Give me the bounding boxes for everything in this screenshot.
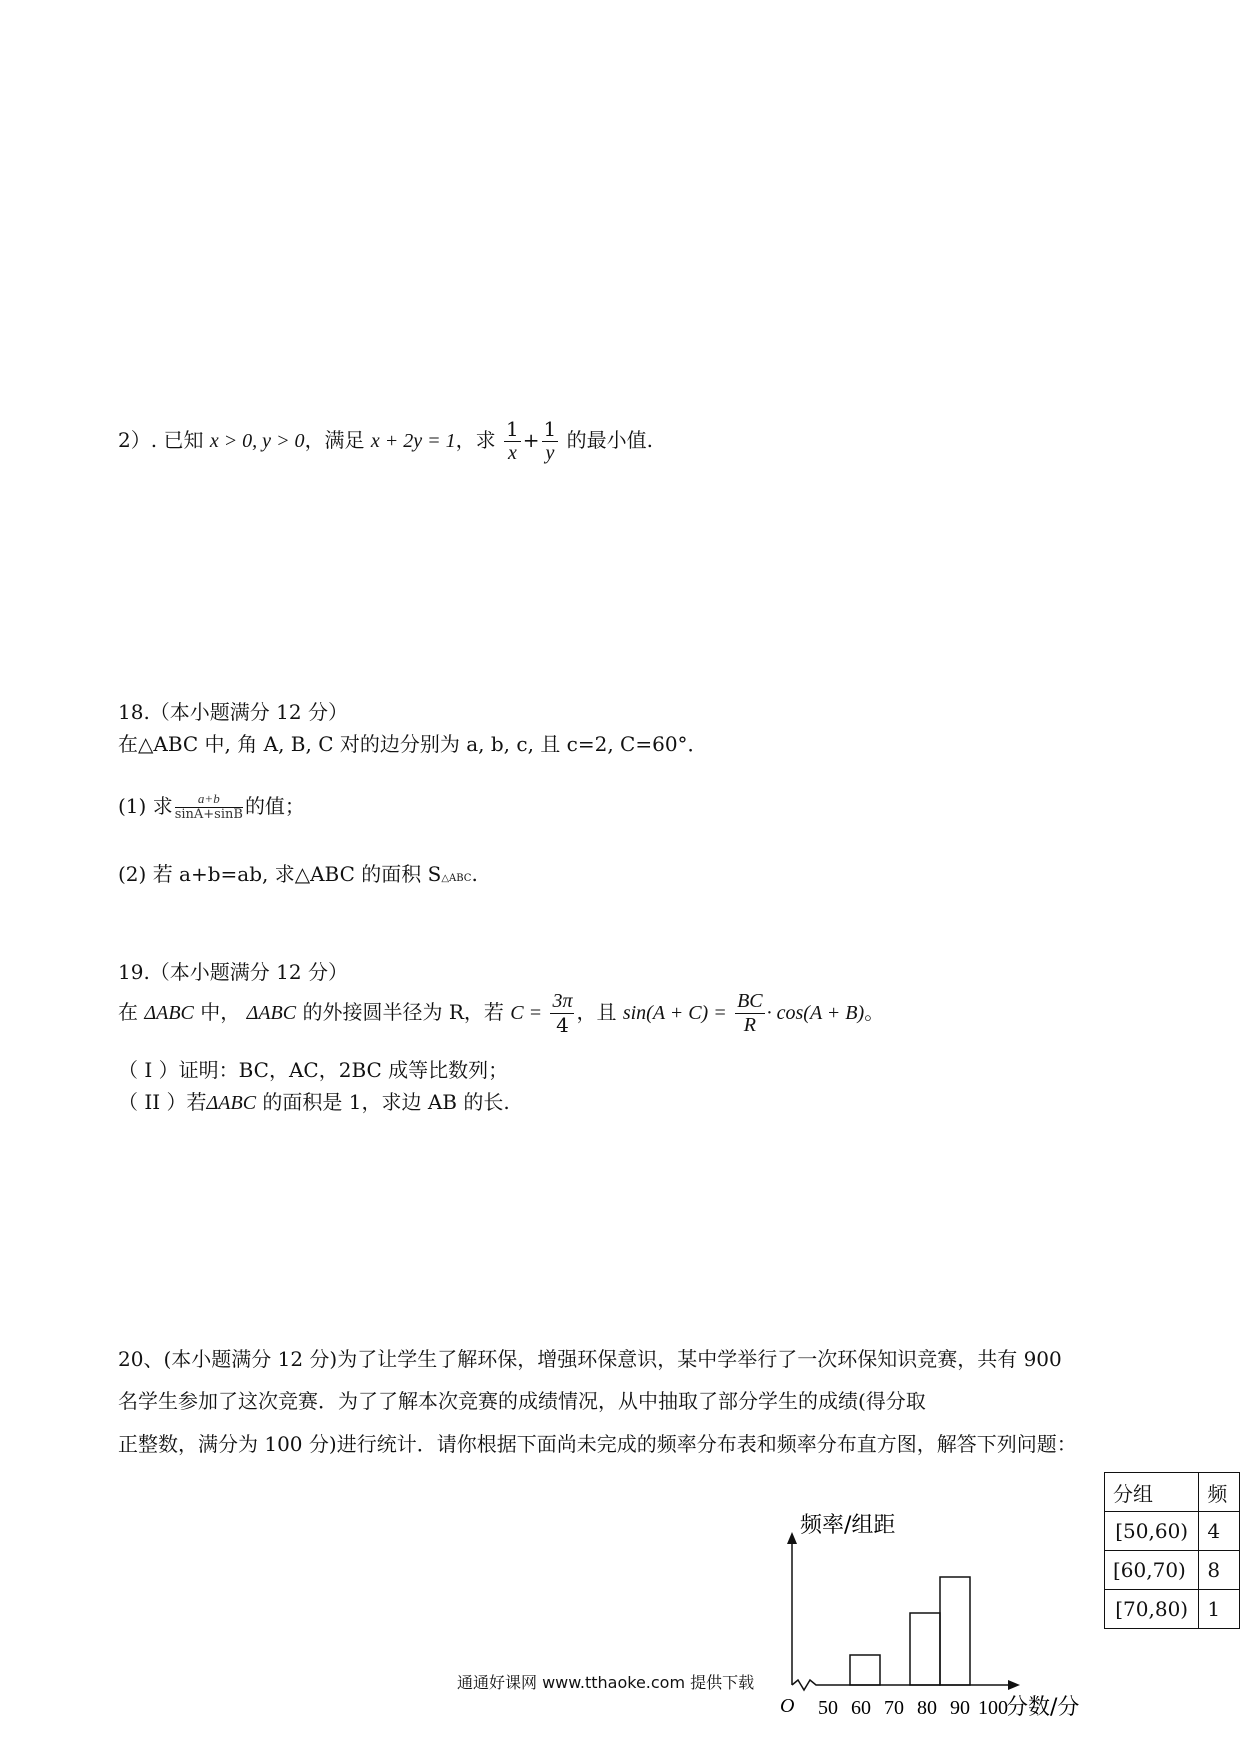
q19-stem-c: 的外接圆半径为 R，若: [302, 1000, 504, 1024]
footer-watermark: 通通好课网 www.tthaoke.com 提供下载: [457, 1673, 755, 1692]
q17-plus: +: [522, 428, 540, 452]
x-tick-label: 100: [978, 1697, 1008, 1719]
x-tick-label: 90: [950, 1697, 970, 1719]
q19-stem-b: 中，: [200, 1000, 241, 1024]
q19-bc-den: R: [743, 1014, 756, 1036]
q17-prefix: 2）. 已知: [118, 428, 204, 452]
q19-stem-d: ，且: [576, 1000, 617, 1024]
x-tick-label: 70: [884, 1697, 904, 1719]
q17-mid: ，满足: [304, 428, 365, 452]
table-cell-group: [60,70): [1105, 1551, 1199, 1590]
x-axis: [792, 1680, 1010, 1690]
q18-stem: 在△ABC 中, 角 A, B, C 对的边分别为 a, b, c, 且 c=2, C=60°．: [118, 732, 708, 756]
table-header-frequency: 频: [1199, 1473, 1240, 1512]
q19-c-den: 4: [556, 1013, 569, 1037]
q19-part2-triangle: ΔABC: [206, 1092, 257, 1114]
table-cell-frequency: 8: [1199, 1551, 1240, 1590]
q18-header: 18.（本小题满分 12 分）: [118, 700, 348, 724]
q18-part1-prefix: (1) 求: [118, 793, 173, 818]
q19-stem-end: 。: [864, 1000, 885, 1024]
y-axis-arrow: [787, 1532, 797, 1544]
q17-num1: 1: [506, 417, 519, 441]
q20-line3: 正整数，满分为 100 分)进行统计．请你根据下面尚未完成的频率分布表和频率分布直方图，解答下列问题：: [118, 1432, 1077, 1456]
q19-c-num: 3π: [552, 990, 573, 1012]
q19-sin-part: sin(A + C) =: [622, 1002, 727, 1024]
q19-part2-a: （ II ）若: [118, 1090, 207, 1114]
q18-part2-subscript: △ABC: [441, 873, 472, 884]
q17-ask: ，求: [455, 428, 496, 452]
x-tick-label: 80: [917, 1697, 937, 1719]
y-axis-label: 频率/组距: [800, 1513, 896, 1538]
q18-fraction-den: sinA+sinB: [174, 806, 243, 822]
q17-den2: y: [545, 442, 555, 464]
q19-stem-a: 在: [118, 1000, 138, 1024]
q20-line2: 名学生参加了这次竞赛．为了了解本次竞赛的成绩情况，从中抽取了部分学生的成绩(得分取: [118, 1389, 926, 1413]
q17-num2: 1: [543, 417, 557, 441]
table-cell-frequency: 4: [1199, 1512, 1240, 1551]
q18-part2-end: .: [471, 862, 478, 886]
histogram-bar: [940, 1577, 970, 1685]
q18-fraction-num: a+b: [175, 792, 243, 808]
q19-bc-num: BC: [737, 990, 763, 1012]
q19-part1: （ I ）证明：BC，AC，2BC 成等比数列；: [118, 1058, 509, 1082]
histogram-bar: [910, 1613, 940, 1685]
q19-cos-part: · cos(A + B): [766, 1002, 865, 1024]
x-tick-label: 50: [818, 1697, 838, 1719]
table-header-group: 分组: [1105, 1473, 1199, 1512]
q19-c-equals: C =: [510, 1002, 543, 1024]
q17-equation: x + 2y = 1: [370, 430, 456, 452]
x-axis-label: 分数/分: [1006, 1695, 1080, 1720]
q17-den1: x: [507, 442, 517, 464]
q17-suffix: 的最小值.: [566, 428, 653, 452]
q18-part1-suffix: 的值；: [244, 793, 305, 818]
table-cell-group: [50,60): [1105, 1512, 1199, 1551]
table-cell-frequency: 1: [1199, 1590, 1240, 1629]
q19-triangle-2: ΔABC: [246, 1002, 297, 1024]
origin-label: O: [780, 1695, 795, 1717]
q19-part2-b: 的面积是 1，求边 AB 的长.: [262, 1090, 510, 1114]
q19-header: 19.（本小题满分 12 分）: [118, 960, 348, 984]
q19-triangle-1: ΔABC: [144, 1002, 194, 1024]
x-axis-arrow: [1008, 1680, 1020, 1690]
table-cell-group: [70,80): [1105, 1590, 1199, 1629]
x-tick-label: 60: [851, 1697, 871, 1719]
histogram-bar: [850, 1655, 880, 1685]
q20-line1: 20、(本小题满分 12 分)为了让学生了解环保，增强环保意识，某中学举行了一次环保知识竞赛，共有 900: [118, 1347, 1062, 1371]
q18-part2-text: (2) 若 a+b=ab, 求△ABC 的面积 S: [118, 862, 442, 886]
q17-condition: x > 0, y > 0: [209, 430, 305, 452]
